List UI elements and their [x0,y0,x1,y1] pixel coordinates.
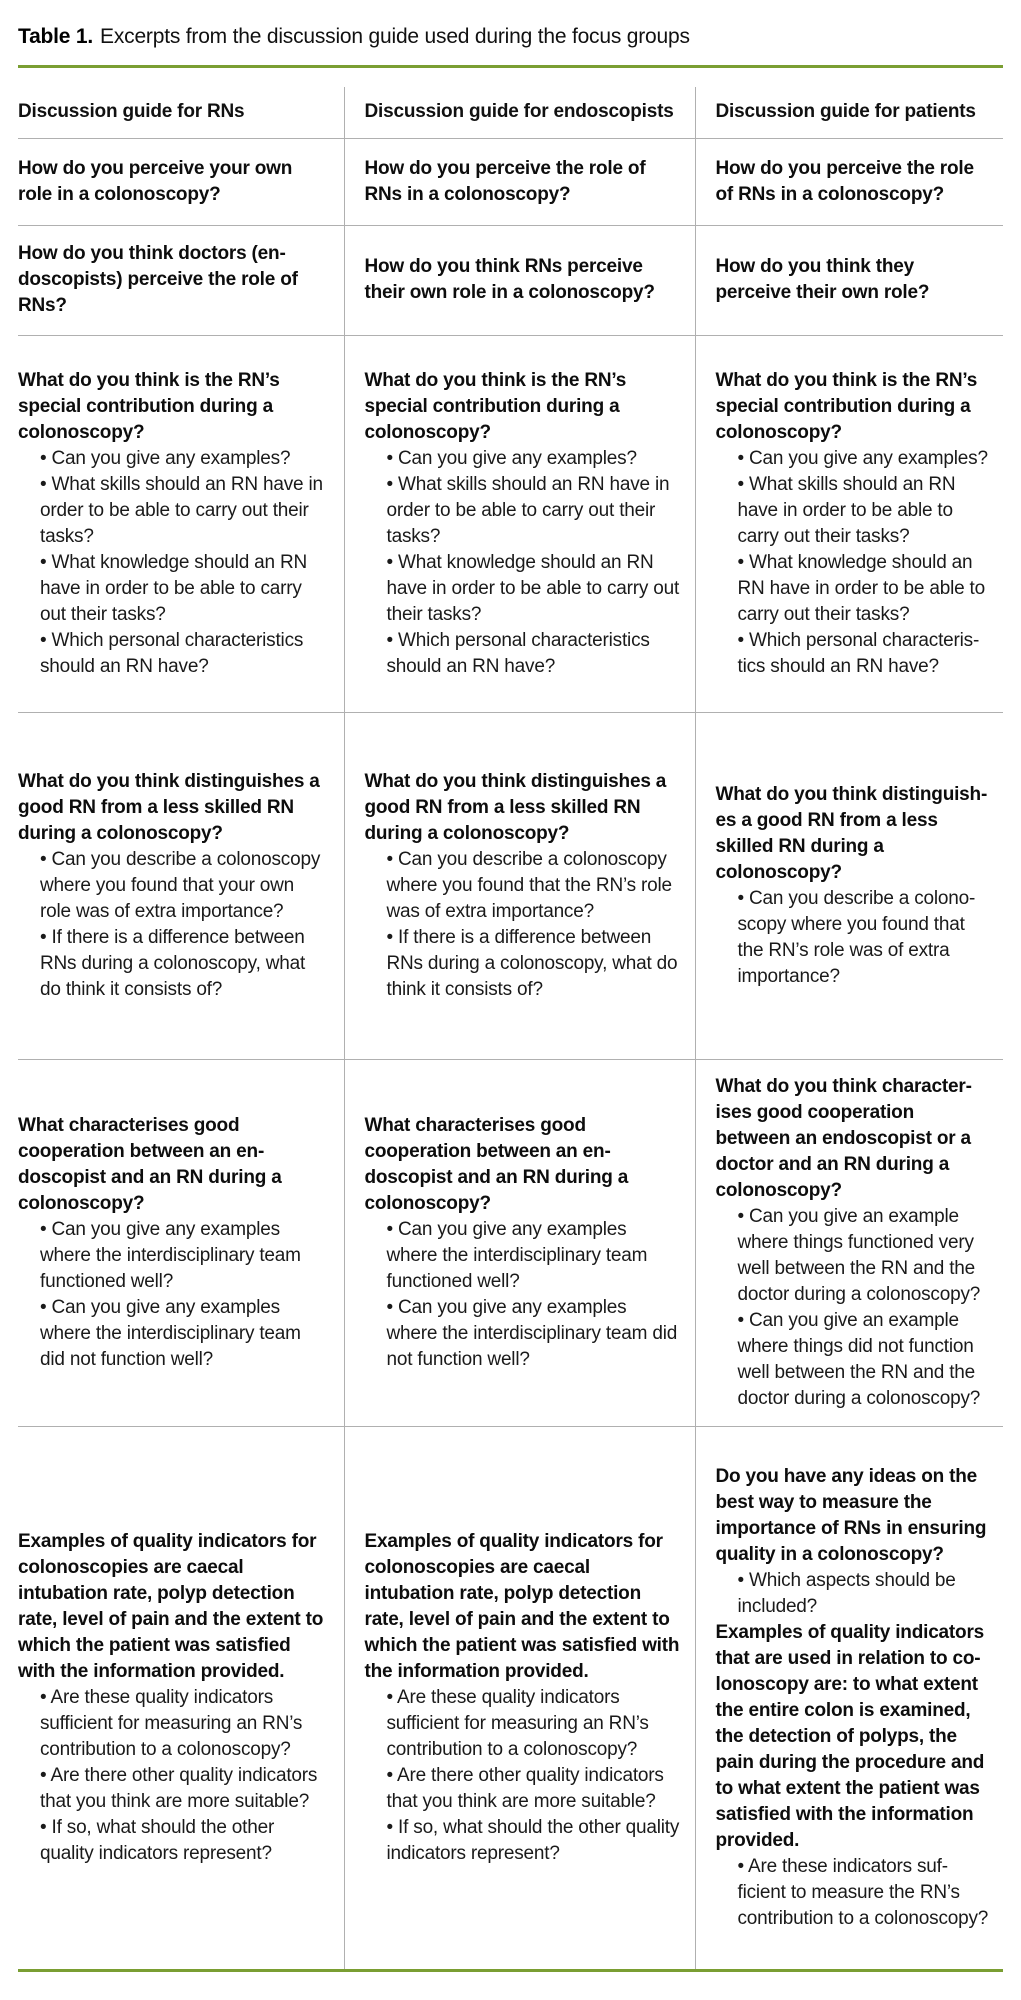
question-text: What do you think is the RN’s special contribution during a colonoscopy? [364,369,627,443]
table-number: Table 1. [18,25,94,48]
bullet-item: • Can you give any examples where the interdisciplinary team functioned well? [40,1218,301,1292]
table-row [18,1059,1003,1426]
bullet-item: • Which personal characteristics should an RN have? [386,629,650,677]
header-row [18,87,1003,138]
question-text: Examples of quality indicators that are used in relation to colonoscopy are: to what extent the entire colon is examined, the detection of polyps, the pain during the procedure and to what extent the patient was satisfied with the information provided. [715,1621,985,1851]
bullet-item: • What skills should an RN have in order to be able to carry out their tasks? [386,473,670,547]
cell-endo-quality-indicators [344,1426,695,1969]
bullet-item: • Which personal characteristics should an RN have? [40,629,304,677]
bullet-item: • Can you describe a colonoscopy where you found that the RN’s role was of extra importance? [737,887,976,987]
column-header-patients: Discussion guide for patients [715,101,976,123]
cell-endo-special-contribution [344,335,695,712]
top-rule [18,65,1003,68]
bullet-item: • If so, what should the other quality indicators represent? [40,1816,275,1864]
cell-rns-role-perception [18,138,344,225]
cell-rns-special-contribution [18,335,344,712]
cell-endo-distinguish [344,712,695,1059]
cell-rns-others-perception [18,225,344,335]
question-text: Examples of quality indicators for colonoscopies are caecal intubation rate, polyp detection rate, level of pain and the extent to which the patient was satisfied with the information provided. [364,1530,680,1682]
question-text: What characterises good cooperation between an endoscopist and an RN during a colonoscopy? [18,1114,282,1214]
cell-patient-quality-indicators [695,1426,1003,1969]
bullet-item: • Can you describe a colonoscopy where you found that the RN’s role was of extra importance? [386,848,672,922]
cell-patient-cooperation [695,1059,1003,1426]
bullet-item: • What knowledge should an RN have in order to be able to carry out their tasks? [737,551,985,625]
question-text: How do you perceive your own role in a colonoscopy? [18,157,293,205]
question-text: What characterises good cooperation between an endoscopist and an RN during a colonoscopy? [364,1114,629,1214]
cell-endo-others-perception [344,225,695,335]
caption-text: Excerpts from the discussion guide used during the focus groups [100,25,690,48]
question-text: What do you think characterises good cooperation between an endoscopist or a doctor and an RN during a colonoscopy? [715,1075,972,1201]
bullet-item: • What skills should an RN have in order to be able to carry out their tasks? [737,473,956,547]
table-row [18,225,1003,335]
discussion-guide-table [18,87,1003,1969]
bullet-item: • If there is a difference between RNs during a colonoscopy, what do think it consists of? [386,926,678,1000]
column-header-rns: Discussion guide for RNs [18,87,344,138]
cell-rns-distinguish [18,712,344,1059]
bullet-item: • What knowledge should an RN have in order to be able to carry out their tasks? [386,551,680,625]
question-text: How do you think doctors (endoscopists) perceive the role of RNs? [18,243,298,316]
question-text: What do you think distinguishes a good RN from a less skilled RN during a colonoscopy? [364,770,667,844]
bullet-item: • Can you give any examples? [386,447,637,469]
question-text: What do you think distinguishes a good RN from a less skilled RN during a colonoscopy? [18,770,320,844]
bullet-item: • If there is a difference between RNs during a colonoscopy, what do think it consists of? [40,926,306,1000]
bullet-item: • What knowledge should an RN have in order to be able to carry out their tasks? [40,551,308,625]
bullet-item: • Are these quality indicators sufficient for measuring an RN’s contribution to a colonoscopy? [40,1686,303,1760]
bullet-item: • Can you give any examples? [40,447,291,469]
bullet-item: • What skills should an RN have in order to be able to carry out their tasks? [40,473,323,547]
table-row [18,138,1003,225]
bullet-item: • Are there other quality indicators that you think are more suitable? [386,1764,664,1812]
question-text: Examples of quality indicators for colonoscopies are caecal intubation rate, polyp detection rate, level of pain and the extent to which the patient was satisfied with the information provided. [18,1530,324,1682]
cell-endo-role-perception [344,138,695,225]
bullet-item: • Which aspects should be included? [737,1569,956,1617]
cell-endo-cooperation [344,1059,695,1426]
question-text: How do you perceive the role of RNs in a colonoscopy? [715,157,974,205]
bullet-item: • Can you describe a colonoscopy where you found that your own role was of extra importance? [40,848,321,922]
bullet-item: • Can you give any examples? [737,447,988,469]
cell-patient-distinguish [695,712,1003,1059]
question-text: Do you have any ideas on the best way to measure the importance of RNs in ensuring quality in a colonoscopy? [715,1465,987,1565]
bullet-item: • Are these quality indicators sufficient for measuring an RN’s contribution to a colonoscopy? [386,1686,649,1760]
cell-patient-role-perception [695,138,1003,225]
question-text: What do you think is the RN’s special contribution during a colonoscopy? [18,369,280,443]
cell-patient-others-perception [695,225,1003,335]
bullet-item: • Can you give any examples where the interdisciplinary team did not function well? [40,1296,301,1370]
bottom-rule [18,1969,1003,1972]
bullet-item: • Can you give any examples where the interdisciplinary team functioned well? [386,1218,648,1292]
table-row [18,712,1003,1059]
cell-rns-cooperation [18,1059,344,1426]
question-text: How do you think RNs perceive their own role in a colonoscopy? [364,256,655,303]
bullet-item: • Can you give any examples where the interdisciplinary team did not function well? [386,1296,678,1370]
question-text: What do you think distinguishes a good RN from a less skilled RN during a colonoscopy? [715,783,988,883]
column-header-endoscopists: Discussion guide for endoscopists [344,87,695,138]
question-text: How do you think they perceive their own role? [715,256,930,303]
table-row [18,335,1003,712]
bullet-item: • Are these indicators sufficient to measure the RN’s contribution to a colonoscopy? [737,1855,989,1929]
cell-rns-quality-indicators [18,1426,344,1969]
question-text: How do you perceive the role of RNs in a colonoscopy? [364,157,646,205]
table-caption [18,24,1003,50]
bullet-item: • Which personal characteristics should an RN have? [737,629,980,677]
bullet-item: • Can you give an example where things did not function well between the RN and the doctor during a colonoscopy? [737,1309,981,1409]
bullet-item: • Can you give an example where things functioned very well between the RN and the doctor during a colonoscopy? [737,1205,981,1305]
cell-patient-special-contribution [695,335,1003,712]
question-text: What do you think is the RN’s special contribution during a colonoscopy? [715,369,978,443]
bullet-item: • If so, what should the other quality indicators represent? [386,1816,680,1864]
bullet-item: • Are there other quality indicators that you think are more suitable? [40,1764,318,1812]
table-row [18,1426,1003,1969]
